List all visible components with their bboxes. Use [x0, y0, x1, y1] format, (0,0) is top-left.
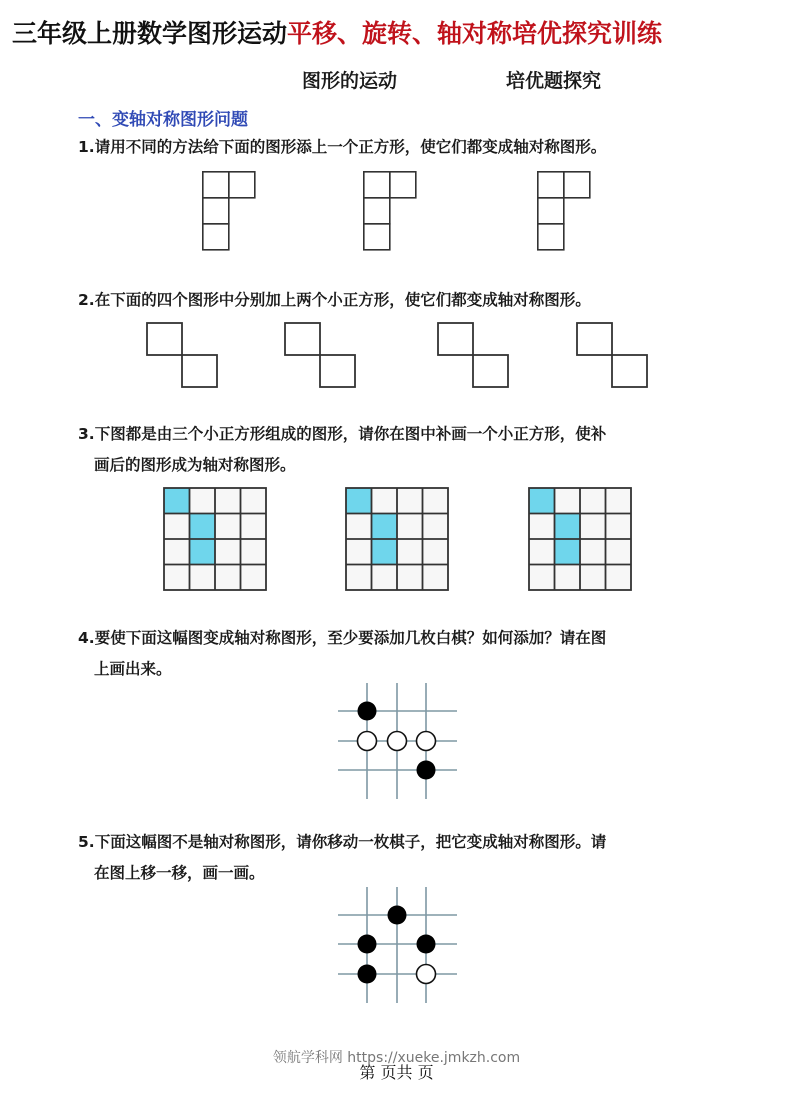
- q2-figure-2: [284, 322, 356, 388]
- page-title: [12, 14, 662, 50]
- question-2: [78, 285, 591, 316]
- question-3-text-line-1: 下图都是由三个小正方形组成的图形，请你在图中补画一个小正方形，使补: [94, 425, 607, 443]
- white-stone: [417, 732, 436, 751]
- q3-grid-3: [528, 487, 632, 591]
- subtitle-left: 图形的运动: [302, 70, 398, 92]
- q1-figure-2: [363, 171, 417, 252]
- q4-go-board: [338, 683, 458, 800]
- question-3-number: 3.: [78, 425, 95, 443]
- question-2-text: 在下面的四个图形中分别加上两个小正方形，使它们都变成轴对称图形。: [94, 291, 591, 309]
- question-1-number: 1.: [78, 138, 95, 156]
- question-4-text-line-1: 要使下面这幅图变成轴对称图形，至少要添加几枚白棋？如何添加？请在图: [94, 629, 607, 647]
- q2-figure-1: [146, 322, 218, 388]
- question-4-text-line-2: 上画出来。: [94, 660, 172, 678]
- page-title-main: 三年级上册数学图形运动: [12, 19, 288, 48]
- q3-grid-2: [345, 487, 449, 591]
- q2-figure-4: [576, 322, 648, 388]
- black-stone: [358, 702, 377, 721]
- question-2-number: 2.: [78, 291, 95, 309]
- q2-figure-3: [437, 322, 509, 388]
- subtitle-right: 培优题探究: [506, 70, 602, 92]
- white-stone: [388, 732, 407, 751]
- white-stone: [358, 732, 377, 751]
- question-3-text-line-2: 画后的图形成为轴对称图形。: [94, 456, 296, 474]
- question-4: [78, 623, 606, 685]
- footer-watermark: 领航学科网 https://xueke.jmkzh.com: [272, 1050, 521, 1066]
- question-5: [78, 827, 606, 889]
- question-1: [78, 132, 606, 163]
- black-stone: [388, 906, 407, 925]
- question-5-text-line-2: 在图上移一移，画一画。: [94, 864, 265, 882]
- question-5-number: 5.: [78, 833, 95, 851]
- black-stone: [417, 761, 436, 780]
- black-stone: [417, 935, 436, 954]
- footer-page-number: 第 页共 页: [359, 1063, 434, 1082]
- white-stone: [417, 965, 436, 984]
- question-5-text-line-1: 下面这幅图不是轴对称图形，请你移动一枚棋子，把它变成轴对称图形。请: [94, 833, 607, 851]
- q1-figure-1: [202, 171, 256, 252]
- black-stone: [358, 935, 377, 954]
- black-stone: [358, 965, 377, 984]
- section-heading: 一、变轴对称图形问题: [78, 110, 248, 130]
- page-title-highlight: 平移、旋转、轴对称培优探究训练: [287, 19, 663, 48]
- q1-figure-3: [537, 171, 591, 252]
- question-1-text: 请用不同的方法给下面的图形添上一个正方形，使它们都变成轴对称图形。: [94, 138, 607, 156]
- question-4-number: 4.: [78, 629, 95, 647]
- q5-go-board: [338, 887, 458, 1004]
- q3-grid-1: [163, 487, 267, 591]
- question-3: [78, 419, 606, 481]
